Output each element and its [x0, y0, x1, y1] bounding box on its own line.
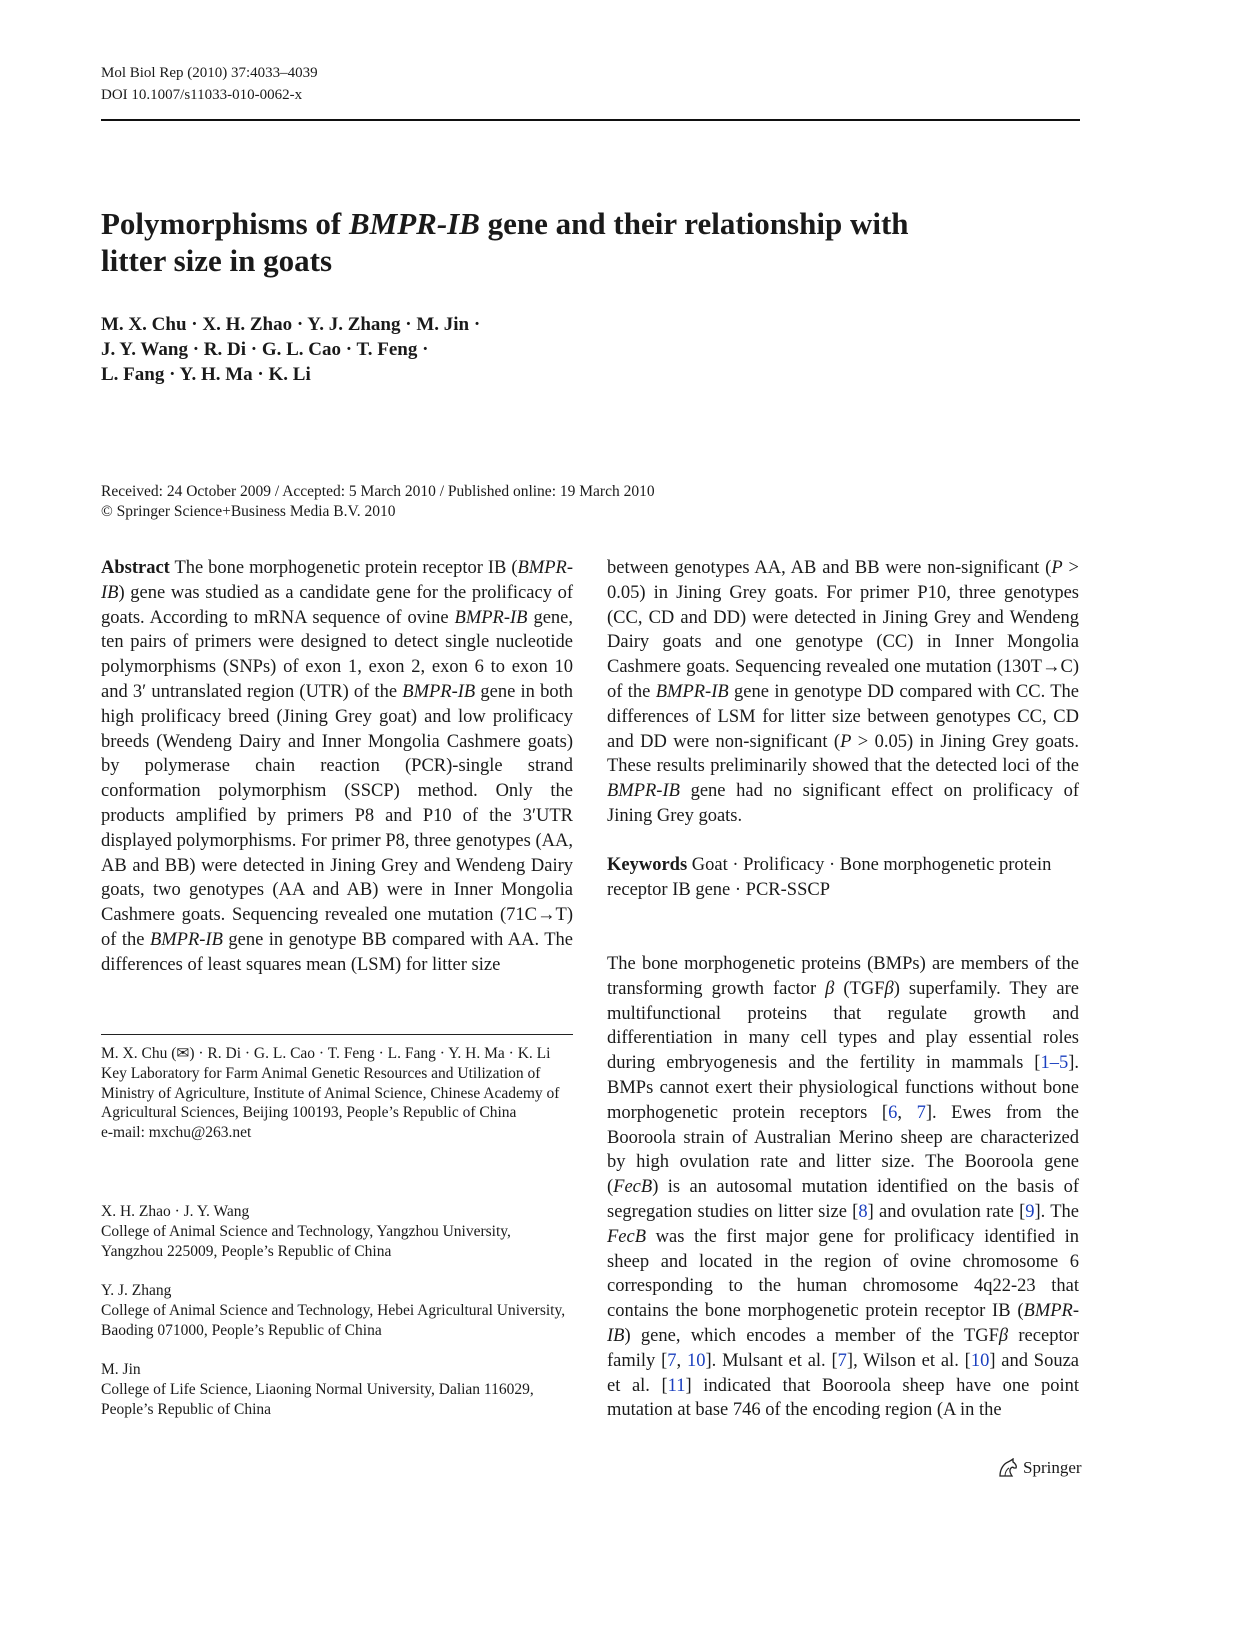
author-line-1: M. X. Chu · X. H. Zhao · Y. J. Zhang · M. Jin ·	[101, 314, 481, 335]
abstract-paragraph	[101, 556, 573, 978]
abstract-text: between genotypes AA, AB and BB were non-significant (	[607, 558, 1052, 578]
affiliation-names	[101, 1044, 573, 1064]
intro-text: ], Wilson et al. [	[846, 1350, 971, 1371]
names-text: M. X. Chu (	[101, 1045, 177, 1062]
reference-link[interactable]: 7	[667, 1350, 677, 1371]
intro-text: ]. Mulsant et al. [	[705, 1350, 838, 1371]
abstract-right	[607, 556, 1079, 902]
article-title	[101, 205, 961, 279]
gene-name: BMPR-IB	[402, 681, 476, 702]
gene-name: FecB	[613, 1177, 653, 1198]
introduction	[607, 952, 1079, 1423]
intro-text: ] indicated that Booroola sheep have one point mutation at base 746 of the encoding region (A in the	[607, 1375, 1079, 1421]
abstract-text: > 0.05) in Jining Grey goats. These results preliminarily showed that the detected loci of the	[607, 731, 1080, 777]
greek-beta: β	[825, 978, 835, 999]
greek-beta: β	[998, 1325, 1009, 1346]
gene-name: BMPR-IB	[655, 681, 729, 702]
gene-name: BMPR-IB	[607, 1301, 1079, 1346]
gene-name: BMPR-IB	[607, 781, 680, 802]
author-line-2: J. Y. Wang · R. Di · G. L. Cao · T. Feng ·	[101, 339, 429, 360]
intro-text: ]. BMPs cannot exert their physiological functions without bone morphogenetic protein receptors [	[607, 1053, 1079, 1123]
running-header	[101, 62, 318, 106]
intro-text: The bone morphogenetic proteins (BMPs) are members of the transforming growth factor	[607, 954, 1079, 999]
abstract-text: gene, ten pairs of primers were designed to detect single nucleotide polymorphisms (SNPs) of exon 1, exon 2, exon 6 to exon 10 and 3′ untranslated region (UTR) of the	[101, 607, 573, 702]
greek-beta: β	[884, 978, 894, 999]
reference-link[interactable]: 10	[970, 1350, 990, 1371]
affiliation-names: M. Jin	[101, 1361, 141, 1378]
names-text: ) · R. Di · G. L. Cao · T. Feng · L. Fang · Y. H. Ma · K. Li	[189, 1045, 551, 1062]
abstract-continuation	[607, 556, 1079, 829]
intro-text: ,	[897, 1102, 917, 1123]
intro-paragraph	[607, 952, 1079, 1423]
abstract-text: gene in both high prolificacy breed (Jining Grey goat) and low prolificacy breeds (Wendeng Dairy and Inner Mongolia Cashmere goats) by polymerase chain reaction (PCR)-single strand conformation polymorphism (SSCP) method. Only the products amplified by primers P8 and P10 of the 3′UTR displayed polymorphisms. For primer P8, three genotypes (AA, AB and BB) were detected in Jining Grey and Wendeng Dairy goats, two genotypes (AA and AB) were in Inner Mongolia Cashmere goats. Sequencing revealed one mutation (71C→T) of the	[101, 681, 573, 950]
intro-text: was the first major gene for prolificacy identified in sheep and located in the region of ovine chromosome 6 corresponding to the human chromosome 4q22-23 that contains the bone morphogenetic protein receptor IB (	[607, 1226, 1079, 1322]
keywords-text: Goat · Prolificacy · Bone morphogenetic protein receptor IB gene · PCR-SSCP	[607, 854, 1052, 900]
abstract-text: gene had no significant effect on prolificacy of Jining Grey goats.	[607, 781, 1079, 826]
copyright: © Springer Science+Business Media B.V. 2010	[101, 503, 396, 520]
reference-link[interactable]: 8	[858, 1201, 868, 1222]
gene-name: FecB	[607, 1226, 647, 1247]
affiliation-address: College of Animal Science and Technology, Hebei Agricultural University, Baoding 071000, People’s Republic of China	[101, 1301, 566, 1339]
journal-citation: Mol Biol Rep (2010) 37:4033–4039	[101, 65, 318, 81]
reference-link[interactable]: 11	[667, 1375, 686, 1396]
affiliation-address: Key Laboratory for Farm Animal Genetic Resources and Utilization of Ministry of Agriculture, Institute of Animal Science, Chinese Academy of Agricultural Sciences, Beijing 100193, People’s Republic of China	[101, 1064, 560, 1122]
abstract-text: gene in genotype DD compared with CC. The differences of LSM for litter size between genotypes CC, CD and DD were non-significant (	[607, 681, 1079, 752]
p-value-symbol: P	[840, 731, 852, 752]
publisher-name: Springer	[1023, 1458, 1082, 1477]
dates-line: Received: 24 October 2009 / Accepted: 5 March 2010 / Published online: 19 March 2010	[101, 483, 655, 500]
p-value-symbol: P	[1051, 558, 1063, 578]
intro-text: ]. Ewes from the Booroola strain of Australian Merino sheep are characterized by high ovulation rate and litter size. The Booroola gene (	[607, 1102, 1079, 1198]
intro-text: receptor family [	[607, 1325, 1079, 1371]
reference-link[interactable]: 7	[837, 1350, 847, 1371]
intro-text: ) gene, which encodes a member of the TGF	[624, 1325, 999, 1346]
reference-link[interactable]: 9	[1025, 1201, 1035, 1222]
reference-link[interactable]: 6	[888, 1102, 898, 1123]
abstract-text: ) gene was studied as a candidate gene for the prolificacy of goats. According to mRNA sequence of ovine	[101, 582, 573, 628]
publication-dates	[101, 482, 655, 522]
abstract-text: > 0.05) in Jining Grey goats. For primer P10, three genotypes (CC, CD and DD) were detected in Jining Grey and Wendeng Dairy goats and one genotype (CC) in Inner Mongolia Cashmere goats. Sequencing revealed one mutation (130T→C) of the	[607, 558, 1079, 702]
intro-text: ) is an autosomal mutation identified on the basis of segregation studies on litter size [	[607, 1177, 1079, 1222]
author-list	[101, 312, 480, 387]
intro-text: ]. The	[1034, 1201, 1079, 1222]
affiliation-4	[101, 1360, 573, 1419]
abstract-left	[101, 556, 573, 978]
keywords	[607, 853, 1079, 903]
affiliation-address: College of Life Science, Liaoning Normal University, Dalian 116029, People’s Republic of China	[101, 1380, 534, 1418]
intro-text: ] and ovulation rate [	[867, 1201, 1026, 1222]
gene-name: BMPR-IB	[454, 607, 528, 628]
publisher-logo	[997, 1458, 1082, 1478]
abstract-text: The bone morphogenetic protein receptor IB (	[169, 558, 518, 578]
header-rule	[101, 119, 1080, 121]
title-part1: Polymorphisms of	[101, 206, 349, 241]
affiliation-names: X. H. Zhao · J. Y. Wang	[101, 1203, 250, 1220]
abstract-text: gene in genotype BB compared with AA. The differences of least squares mean (LSM) for litter size	[101, 929, 573, 975]
affiliation-address: College of Animal Science and Technology, Yangzhou University, Yangzhou 225009, People’s Republic of China	[101, 1222, 511, 1260]
intro-text: ) superfamily. They are multifunctional proteins that regulate growth and differentiation in many cell types and play essential roles during embryogenesis and the fertility in mammals [	[607, 978, 1079, 1074]
intro-text: ] and Souza et al. [	[607, 1350, 1080, 1396]
intro-text: ,	[676, 1350, 687, 1371]
intro-text: (TGF	[834, 978, 885, 999]
reference-link[interactable]: 10	[686, 1350, 706, 1371]
gene-name: BMPR-IB	[101, 558, 573, 603]
doi: DOI 10.1007/s11033-010-0062-x	[101, 87, 303, 103]
title-part2: gene and their relationship with litter size in goats	[101, 206, 909, 278]
springer-horse-icon	[997, 1458, 1019, 1478]
affiliation-email[interactable]: e-mail: mxchu@263.net	[101, 1124, 252, 1142]
reference-link[interactable]: 1–5	[1040, 1053, 1069, 1074]
reference-link[interactable]: 7	[916, 1102, 926, 1123]
affiliation-1	[101, 1044, 573, 1143]
author-line-3: L. Fang · Y. H. Ma · K. Li	[101, 364, 311, 385]
affiliation-3	[101, 1281, 573, 1340]
abstract-label: Abstract	[101, 558, 170, 578]
affiliation-names: Y. J. Zhang	[101, 1282, 172, 1299]
affiliation-2	[101, 1202, 573, 1261]
gene-name: BMPR-IB	[149, 929, 223, 950]
title-gene: BMPR-IB	[349, 206, 480, 241]
envelope-icon[interactable]: ✉	[176, 1045, 190, 1062]
footnote-rule	[101, 1034, 573, 1035]
keywords-label: Keywords	[607, 854, 688, 875]
